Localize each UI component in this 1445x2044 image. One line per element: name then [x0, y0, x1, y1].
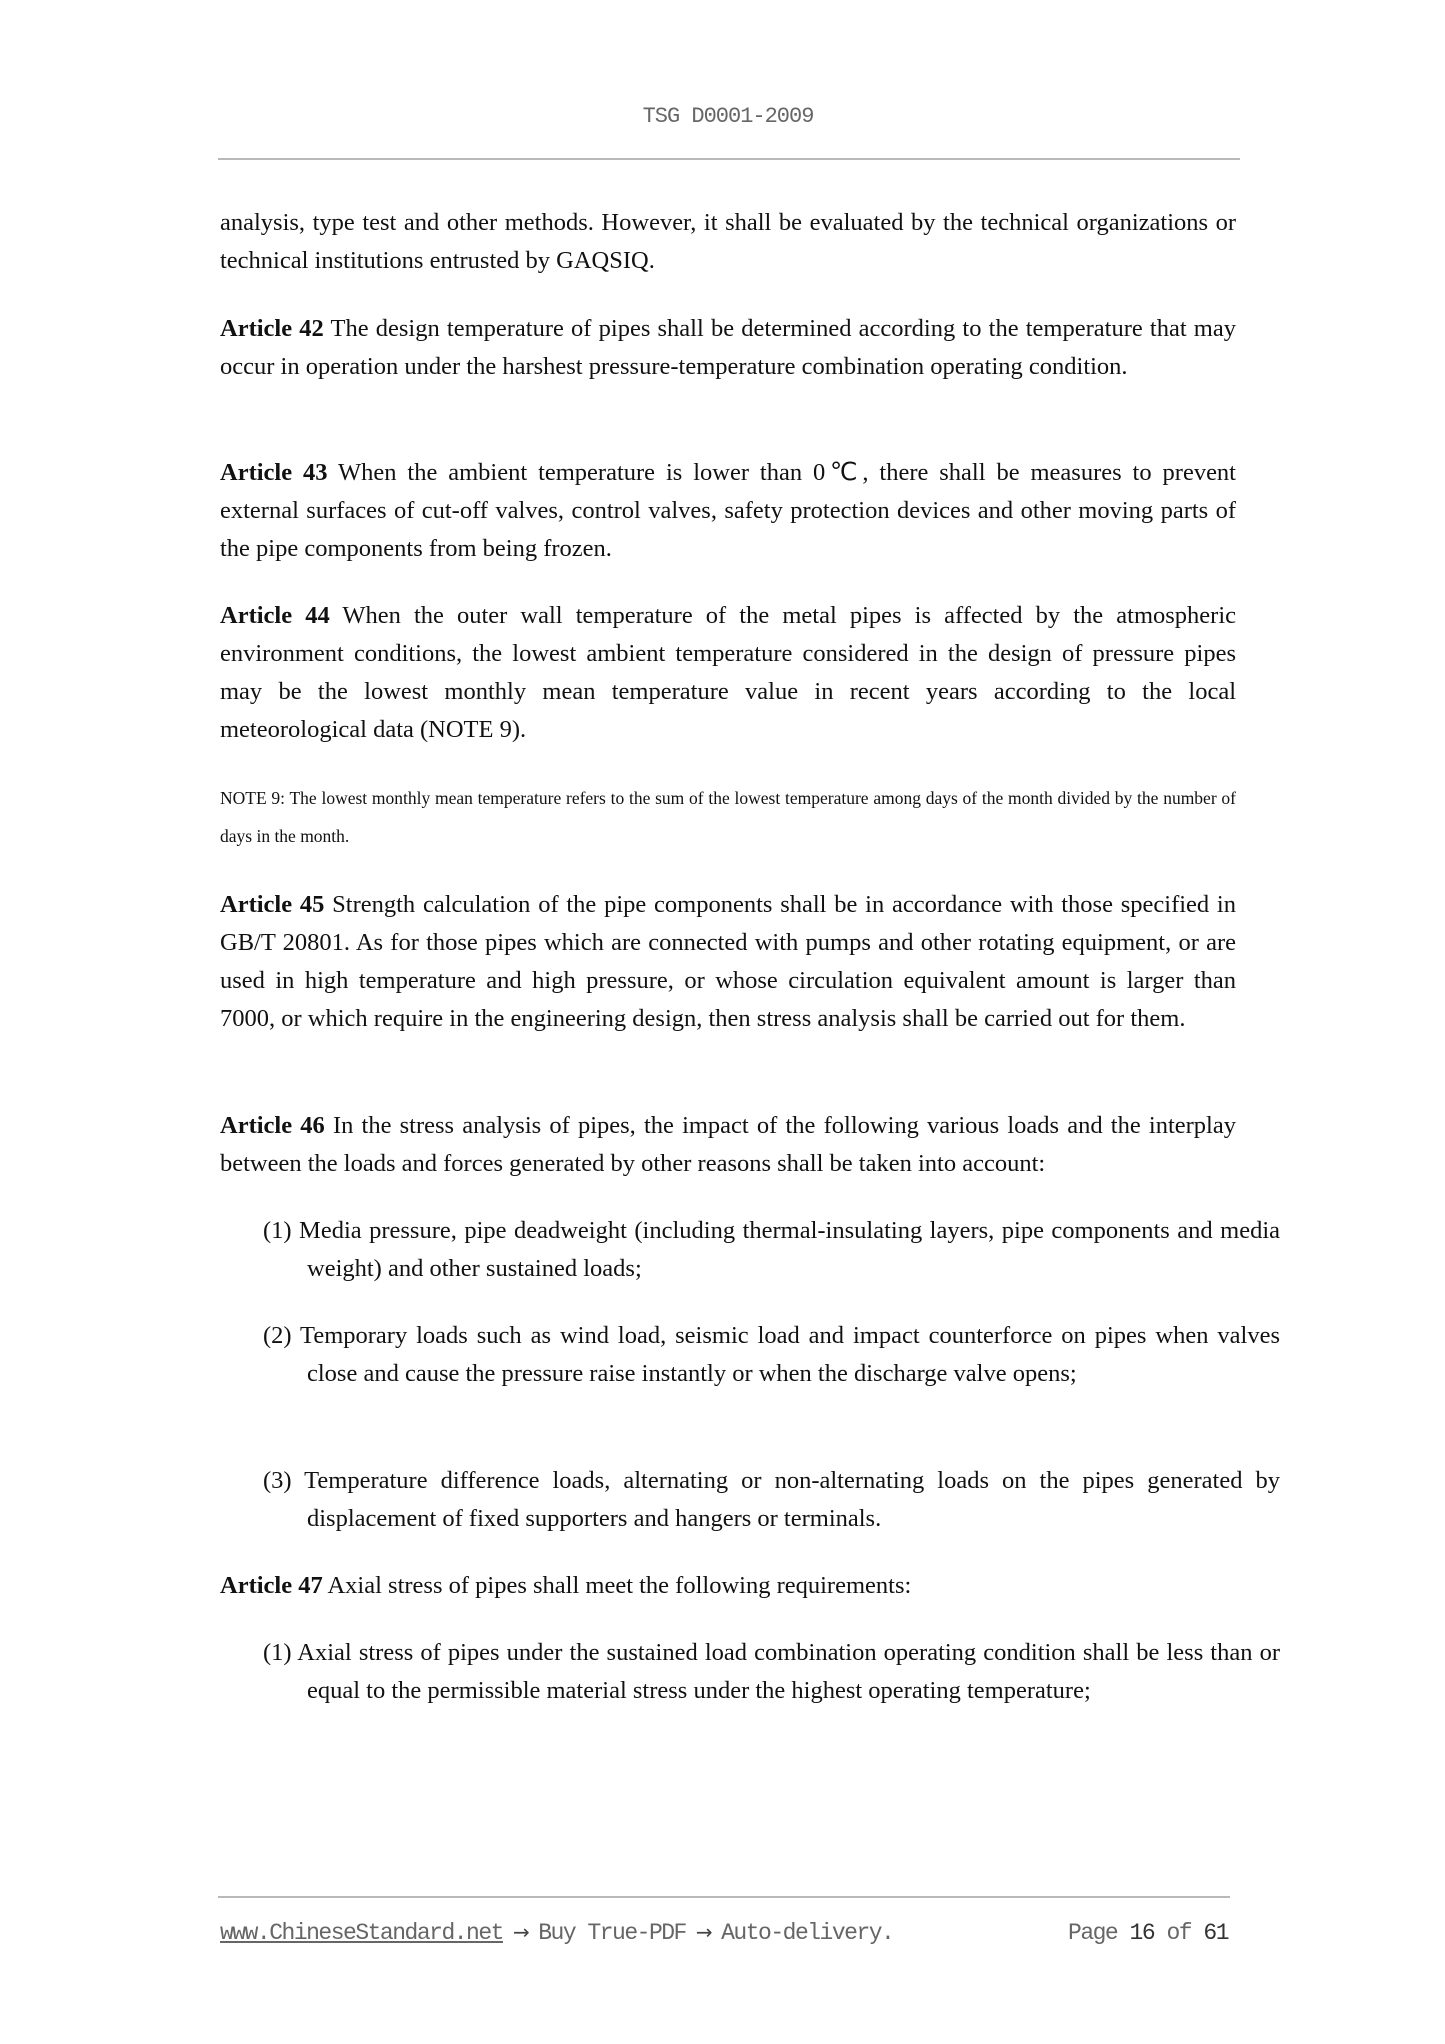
list-item: (1) Axial stress of pipes under the sustained load combination operating condition shall be less than or equal to the permissible material stress under the highest operating temperature; [263, 1639, 1280, 1704]
article-label: Article 47 [220, 1572, 323, 1599]
article-47 [220, 1567, 1236, 1605]
page-indicator [1068, 1920, 1228, 1946]
header-divider [218, 158, 1240, 160]
article-label: Article 43 [220, 459, 328, 486]
website-link[interactable]: www.ChineseStandard.net [220, 1920, 503, 1946]
article-text: Axial stress of pipes shall meet the following requirements: [322, 1572, 912, 1599]
article-label: Article 45 [220, 891, 325, 918]
article-text: In the stress analysis of pipes, the impact of the following various loads and the interplay between the loads and forces generated by other reasons shall be taken into account: [220, 1112, 1236, 1177]
article-text: When the ambient temperature is lower than 0℃, there shall be measures to prevent external surfaces of cut-off valves, control valves, safety protection devices and other moving parts of the pipe components from being frozen. [220, 459, 1236, 562]
footer-divider [218, 1896, 1230, 1898]
arrow-icon: → [695, 1920, 712, 1944]
list-item: (1) Media pressure, pipe deadweight (including thermal-insulating layers, pipe components and media weight) and other sustained loads; [263, 1217, 1280, 1282]
paragraph-continuation: analysis, type test and other methods. However, it shall be evaluated by the technical organizations or technical institutions entrusted by GAQSIQ. [220, 209, 1236, 274]
article-text: Strength calculation of the pipe components shall be in accordance with those specified in GB/T 20801. As for those pipes which are connected with pumps and other rotating equipment, or are used in high temperature and high pressure, or whose circulation equivalent amount is larger than 7000, or which require in the engineering design, then stress analysis shall be carried out for them. [220, 891, 1236, 1032]
arrow-icon: → [512, 1920, 529, 1944]
of-label: of [1166, 1920, 1192, 1946]
total-pages: 61 [1203, 1920, 1228, 1946]
article-label: Article 44 [220, 602, 330, 629]
list-item: (2) Temporary loads such as wind load, seismic load and impact counterforce on pipes when valves close and cause the pressure raise instantly or when the discharge valve opens; [263, 1322, 1280, 1387]
document-id-header: TSG D0001-2009 [642, 104, 814, 129]
article-text: The design temperature of pipes shall be determined according to the temperature that may occur in operation under the harshest pressure-temperature combination operating condition. [220, 315, 1236, 380]
article-44 [220, 597, 1236, 749]
article-45 [220, 886, 1236, 1038]
footer [220, 1920, 1228, 1946]
delivery-text: Auto-delivery. [721, 1920, 894, 1946]
article-label: Article 46 [220, 1112, 325, 1139]
article-43 [220, 454, 1236, 568]
article-46 [220, 1107, 1236, 1183]
note-9: NOTE 9: The lowest monthly mean temperature refers to the sum of the lowest temperature among days of the month divided by the number of days in the month. [220, 788, 1236, 846]
list-item: (3) Temperature difference loads, alternating or non-alternating loads on the pipes generated by displacement of fixed supporters and hangers or terminals. [263, 1467, 1280, 1532]
article-label: Article 42 [220, 315, 324, 342]
article-text: When the outer wall temperature of the metal pipes is affected by the atmospheric environment conditions, the lowest ambient temperature considered in the design of pressure pipes may be the lowest monthly mean temperature value in recent years according to the local meteorological data (NOTE 9). [220, 602, 1237, 743]
page-label: Page [1068, 1920, 1118, 1946]
buy-text: Buy True-PDF [538, 1920, 686, 1946]
page-number: 16 [1129, 1920, 1155, 1946]
article-42 [220, 310, 1236, 386]
